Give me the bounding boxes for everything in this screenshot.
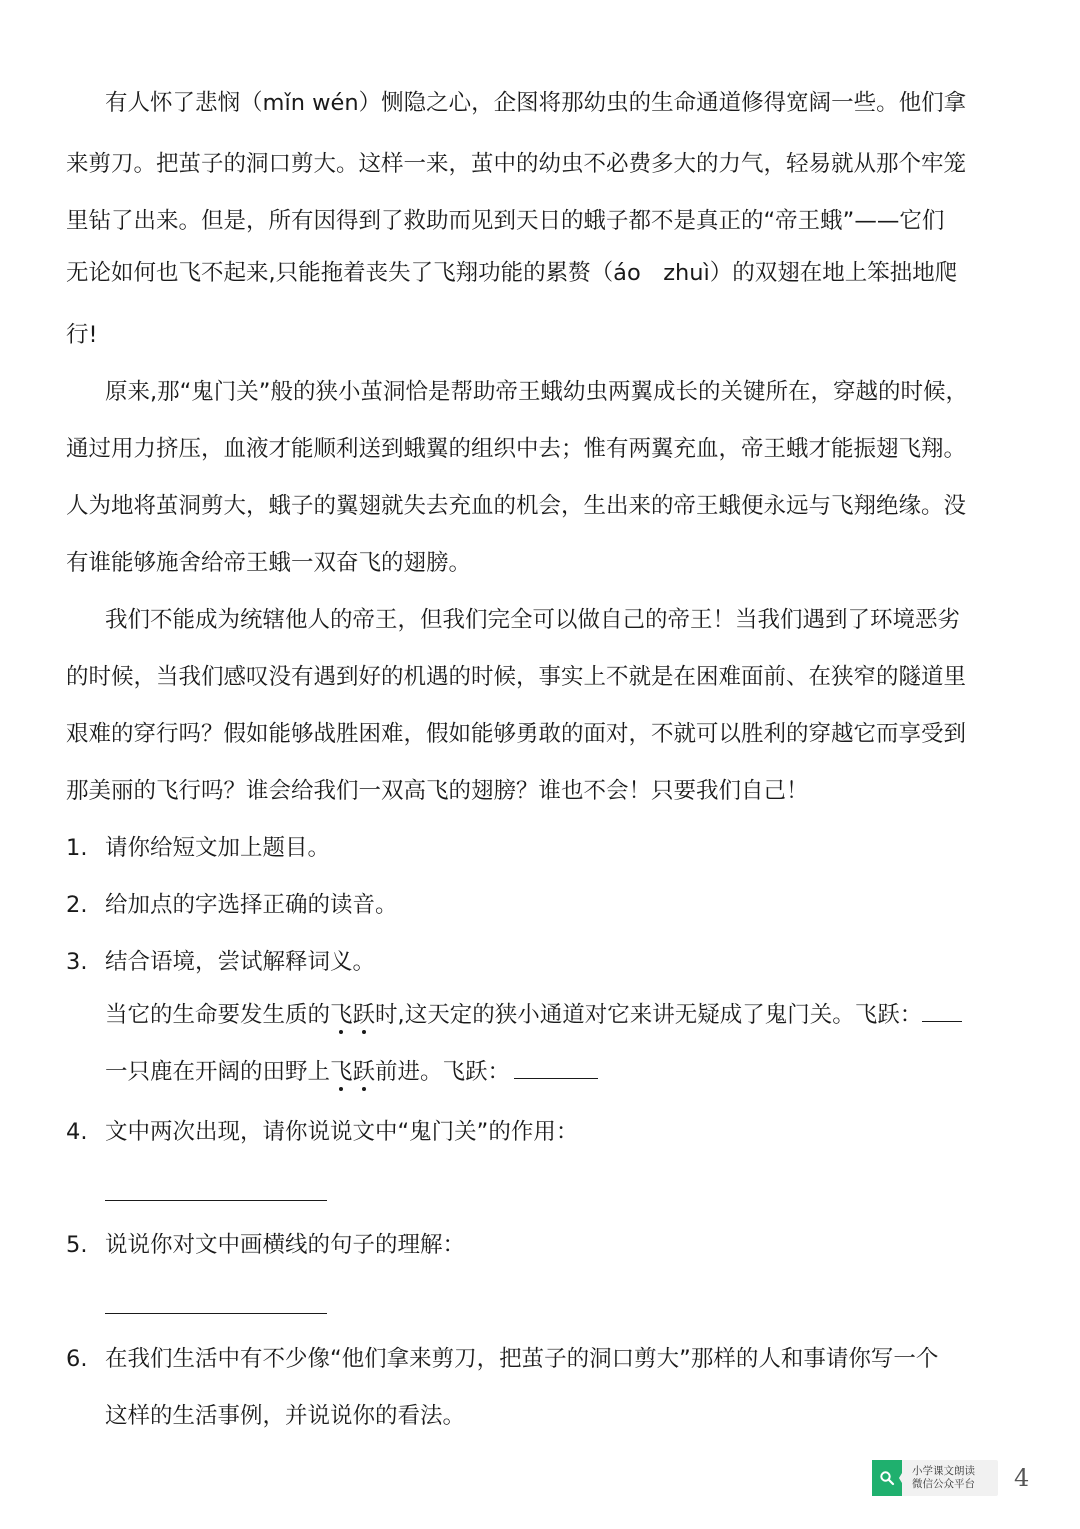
- answer-blank[interactable]: [514, 1056, 598, 1079]
- passage-p1-line-5: 行!: [66, 322, 98, 348]
- question-6-text-line-1: 在我们生活中有不少像“他们拿来剪刀，把茧子的洞口剪大”那样的人和事请你写一个: [105, 1346, 939, 1372]
- question-3-number: 3.: [66, 949, 88, 975]
- passage-p1-line-4: [66, 258, 1016, 288]
- passage-p3-line-1: 我们不能成为统辖他人的帝王，但我们完全可以做自己的帝王！当我们遇到了环境恶劣: [105, 607, 961, 633]
- passage-p1-line-1: [105, 88, 1016, 118]
- question-1-number: 1.: [66, 835, 88, 861]
- question-5-text: 说说你对文中画横线的句子的理解：: [105, 1232, 466, 1258]
- text: （áo zhuì）的双翅在地上笨拙地爬: [590, 260, 958, 286]
- dotted-char: 跃: [352, 1059, 376, 1085]
- question-2-number: 2.: [66, 892, 88, 918]
- dotted-char: 飞: [330, 1059, 353, 1085]
- passage-p2-line-2: 通过用力挤压，血液才能顺利送到蛾翼的组织中去；惟有两翼充血，帝王蛾才能振翅飞翔。: [66, 436, 967, 462]
- question-4-number: 4.: [66, 1119, 88, 1145]
- text: 当它的生命要发生质的: [105, 1002, 331, 1028]
- dotted-char: 飞: [330, 1002, 353, 1028]
- underlined-sentence: 谁会给我们一双高飞的翅膀？谁也不会！只要我们自己！: [246, 778, 823, 806]
- text: 时,这天定的狭小通道对它来讲无疑成了鬼门关。飞跃：: [375, 1002, 923, 1028]
- dotted-char: 跃: [352, 1002, 376, 1028]
- question-1-text: 请你给短文加上题目。: [105, 835, 331, 861]
- question-6-text-line-2: 这样的生活事例，并说说你的看法。: [105, 1403, 466, 1429]
- passage-p2-line-1: 原来,那“鬼门关”般的狭小茧洞恰是帮助帝王蛾幼虫两翼成长的关键所在，穿越的时候，: [105, 379, 968, 405]
- logo-text: [912, 1465, 975, 1491]
- text: （mǐn wén）恻隐之心，企图将那幼虫的生命通道修得宽阔一些。他们拿: [240, 90, 967, 116]
- passage-p3-line-2: 的时候，当我们感叹没有遇到好的机遇的时候，事实上不就是在困难面前、在狭窄的隧道里: [66, 664, 967, 690]
- passage-p1-line-3: 里钻了出来。但是，所有因得到了救助而见到天日的蛾子都不是真正的“帝王蛾”——它们: [66, 208, 945, 234]
- passage-p3-line-3: 艰难的穿行吗？假如能够战胜困难，假如能够勇敢的面对，不就可以胜利的穿越它而享受到: [66, 721, 967, 747]
- question-3-sentence-1: [105, 999, 962, 1030]
- text: 那美丽的飞行吗？: [66, 778, 247, 804]
- question-5-number: 5.: [66, 1232, 88, 1258]
- question-6-number: 6.: [66, 1346, 88, 1372]
- passage-p2-line-4: 有谁能够施舍给帝王蛾一双奋飞的翅膀。: [66, 550, 472, 576]
- passage-p2-line-3: 人为地将茧洞剪大，蛾子的翼翅就失去充血的机会，生出来的帝王蛾便永远与飞翔绝缘。没: [66, 493, 967, 519]
- logo-line-2: 微信公众平台: [912, 1478, 975, 1490]
- question-4-text: 文中两次出现，请你说说文中“鬼门关”的作用：: [105, 1119, 579, 1145]
- page-number: 4: [1014, 1464, 1030, 1492]
- dotted-char: 赘: [568, 260, 591, 286]
- wechat-platform-logo: [872, 1460, 998, 1496]
- question-3-sentence-2: [105, 1056, 598, 1087]
- search-icon: [872, 1460, 902, 1496]
- text: 前进。飞跃：: [375, 1059, 511, 1085]
- logo-line-1: 小学课文朗读: [912, 1465, 975, 1477]
- question-4-answer-line[interactable]: [105, 1200, 327, 1201]
- passage-p3-line-4: [66, 776, 1016, 806]
- text: 无论如何也飞不起来,只能拖着丧失了飞翔功能的累: [66, 260, 569, 286]
- text: 有人怀了悲: [105, 90, 218, 116]
- text: 一只鹿在开阔的田野上: [105, 1059, 331, 1085]
- question-5-answer-line[interactable]: [105, 1313, 327, 1314]
- dotted-char: 悯: [217, 90, 241, 116]
- passage-p1-line-2: 来剪刀。把茧子的洞口剪大。这样一来，茧中的幼虫不必费多大的力气，轻易就从那个牢笼: [66, 151, 967, 177]
- question-3-text: 结合语境，尝试解释词义。: [105, 949, 376, 975]
- answer-blank[interactable]: [922, 999, 962, 1022]
- question-2-text: 给加点的字选择正确的读音。: [105, 892, 398, 918]
